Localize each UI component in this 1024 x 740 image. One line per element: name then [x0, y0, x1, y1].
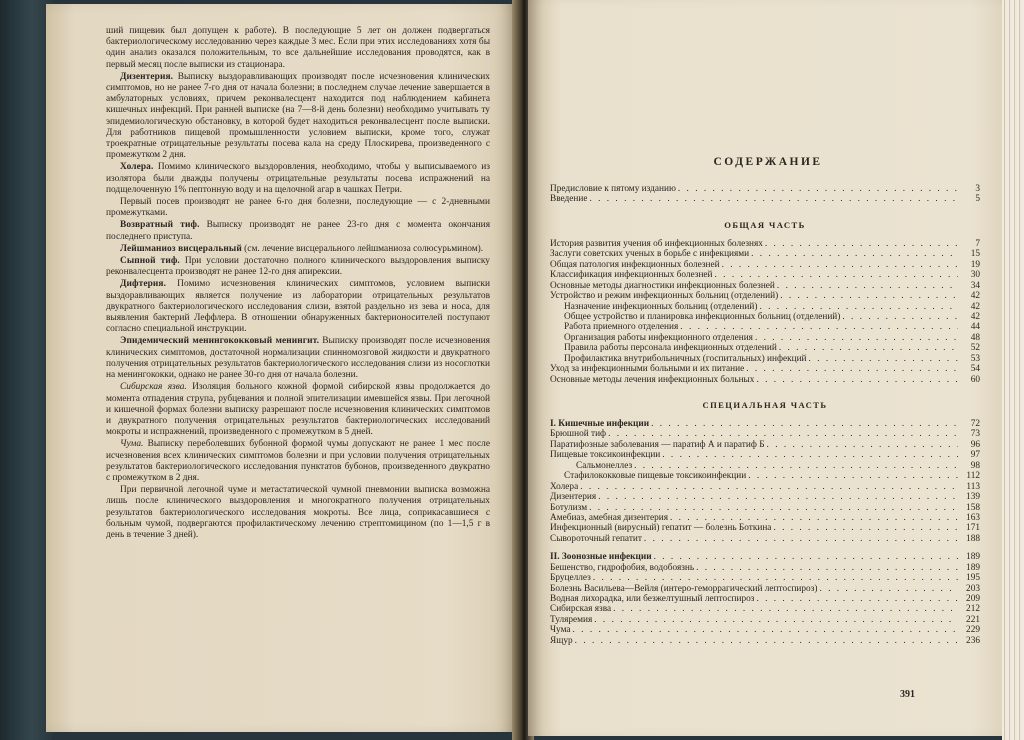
toc-entry-page: 52 — [970, 343, 980, 354]
body-paragraph — [106, 72, 490, 162]
toc-entry-page: 73 — [970, 429, 980, 440]
toc-entry-title: Бруцеллез — [550, 573, 591, 584]
toc-leader-dots — [759, 302, 958, 312]
toc-leader-dots — [765, 239, 958, 249]
toc-entry — [550, 239, 980, 249]
toc-entry-title: Сальмонеллез — [576, 460, 633, 471]
toc-entry-page: 53 — [970, 353, 980, 364]
contents-title: СОДЕРЖАНИЕ — [713, 156, 823, 168]
toc-entry-title: Болезнь Васильева—Вейля (интеро-геморрагический лептоспироз) — [550, 583, 818, 594]
toc-entry — [550, 492, 980, 502]
toc-leader-dots — [678, 184, 958, 194]
paragraph-lead-term: Сибирская язва. — [120, 382, 187, 393]
toc-spacer — [550, 544, 980, 552]
toc-entry-page: 96 — [970, 439, 980, 450]
body-paragraph: Первый посев производят не ранее 6-го дня болезни, последующие — с 2-дневными промежутками. — [106, 197, 490, 219]
left-page-text — [106, 26, 490, 542]
table-of-contents — [550, 184, 980, 646]
toc-entry-page: 54 — [970, 364, 980, 375]
paragraph-text: Выписку производят не ранее 23-го дня с момента окончания последнего приступа. — [106, 220, 491, 242]
toc-entry — [550, 419, 980, 429]
toc-entry-page: 97 — [970, 450, 980, 461]
toc-entry-title: Бешенство, гидрофобия, водобоязнь — [550, 562, 695, 573]
toc-entry-title: Туляремия — [550, 614, 593, 625]
toc-entry-page: 209 — [966, 594, 980, 604]
toc-entry — [550, 291, 980, 301]
toc-entry-title: История развития учения об инфекционных болезнях — [550, 238, 763, 249]
toc-leader-dots — [589, 503, 958, 513]
toc-entry-page: 188 — [966, 533, 980, 544]
toc-entry-title: Организация работы инфекционного отделения — [564, 332, 753, 343]
toc-entry — [550, 584, 980, 594]
toc-entry-page: 15 — [970, 249, 980, 260]
toc-leader-dots — [573, 625, 958, 635]
toc-entry-page: 42 — [970, 311, 980, 322]
toc-spacer — [550, 411, 980, 419]
toc-entry-page: 113 — [966, 481, 980, 492]
toc-entry-page: 19 — [970, 259, 980, 270]
toc-entry — [550, 573, 980, 583]
toc-leader-dots — [589, 194, 958, 204]
toc-entry — [550, 343, 980, 353]
toc-entry — [550, 461, 980, 471]
toc-entry-page: 42 — [970, 291, 980, 302]
toc-entry-title: Сибирская язва — [550, 604, 612, 615]
toc-leader-dots — [696, 563, 958, 573]
toc-entry-title: Стафилококковые пищевые токсикоинфекции — [564, 471, 747, 482]
toc-entry — [550, 534, 980, 544]
toc-entry-page: 212 — [966, 604, 980, 615]
toc-entry — [550, 604, 980, 614]
body-paragraph: ший пищевик был допущен к работе). В последующие 5 лет он должен подвергаться бактериологическому исследованию через каждые 3 мес. Если при этих исследованиях хотя бы один анализ оказался положительным, то все дальнейшие исследования проводятся, как в первый месяц после выписки из стационара. — [106, 26, 490, 70]
toc-entry-page: 158 — [966, 502, 980, 513]
toc-leader-dots — [746, 364, 958, 374]
toc-entry-title: Классификация инфекционных болезней — [550, 270, 713, 281]
toc-leader-dots — [593, 573, 958, 583]
toc-leader-dots — [670, 513, 958, 523]
toc-leader-dots — [598, 492, 958, 502]
toc-leader-dots — [779, 343, 958, 353]
paragraph-lead-term: Дифтерия. — [120, 279, 167, 290]
toc-entry — [550, 270, 980, 280]
body-paragraph — [106, 244, 490, 255]
body-paragraph — [106, 256, 490, 278]
toc-leader-dots — [767, 440, 958, 450]
toc-entry-title: Устройство и режим инфекционных больниц (отделений) — [550, 291, 779, 302]
page-number: 391 — [900, 689, 915, 700]
body-paragraph — [106, 279, 490, 335]
toc-entry-title: Брюшной тиф — [550, 429, 607, 440]
toc-entry-title: Основные методы лечения инфекционных больных — [550, 374, 755, 385]
body-paragraph — [106, 162, 490, 196]
toc-entry-page: 171 — [966, 523, 980, 534]
toc-entry — [550, 260, 980, 270]
toc-entry-title: Пищевые токсикоинфекции — [550, 450, 661, 461]
toc-leader-dots — [748, 471, 958, 481]
toc-entry-page: 7 — [975, 238, 980, 249]
left-page — [46, 4, 518, 732]
body-paragraph — [106, 336, 490, 381]
toc-entry-title: Введение — [550, 194, 588, 205]
toc-entry — [550, 594, 980, 604]
toc-entry-title: Уход за инфекционными больными и их питание — [550, 364, 745, 375]
toc-entry — [550, 333, 980, 343]
toc-leader-dots — [819, 584, 958, 594]
paragraph-text: Выписку выздоравливающих производят после исчезновения клинических симптомов, но не ранее 7-го дня от начала болезни; в последнем случае лечение завершается в амбулаторных условиях, причем реконвалесцент находится под наблюдением кабинета кишечных инфекций. При ранней выписке (на 7—8-й день болезни) необходимо учитывать ту эпидемиологическую обстановку, в которой будет находиться реконвалесцент после выписки. Для работников пищевой промышленности условием выписки, кроме того, служат троекратные отрицательные результаты посева кала на среду Плоскирева, произведенного с промежутком 2 дня. — [106, 71, 490, 161]
toc-entry — [550, 523, 980, 533]
toc-leader-dots — [715, 270, 958, 280]
toc-entry — [550, 302, 980, 312]
toc-entry-title: Холера — [550, 481, 579, 492]
toc-entry-title: Водная лихорадка, или безжелтушный лептоспироз — [550, 594, 755, 604]
page-block-edge — [1002, 0, 1024, 740]
toc-entry — [550, 625, 980, 635]
toc-entry-page: 72 — [970, 419, 980, 429]
toc-entry — [550, 364, 980, 374]
toc-leader-dots — [608, 429, 958, 439]
toc-entry — [550, 249, 980, 259]
paragraph-text: Выписку производят после исчезновения клинических симптомов, достаточной нормализации спинномозговой жидкости и двукратного получения отрицательных результатов бактериологического исследования слизи из носоглотки на менингококки, однако не ранее 30-го дня от начала болезни. — [106, 336, 490, 381]
toc-entry-page: 189 — [966, 552, 980, 563]
toc-entry-title: Инфекционный (вирусный) гепатит — болезнь Боткина — [550, 523, 772, 534]
toc-entry-title: Общее устройство и планировка инфекционных больниц (отделений) — [564, 311, 841, 322]
toc-leader-dots — [751, 249, 958, 259]
toc-entry — [550, 563, 980, 573]
toc-entry — [550, 322, 980, 332]
toc-leader-dots — [580, 482, 958, 492]
toc-section-heading: ОБЩАЯ ЧАСТЬ — [724, 219, 806, 230]
toc-entry — [550, 615, 980, 625]
toc-entry-page: 195 — [966, 573, 980, 584]
toc-leader-dots — [651, 419, 958, 429]
toc-leader-dots — [680, 322, 958, 332]
toc-leader-dots — [755, 333, 958, 343]
toc-entry-title: II. Зоонозные инфекции — [550, 552, 652, 563]
toc-entry-title: Сывороточный гепатит — [550, 533, 642, 544]
right-page — [528, 0, 1008, 736]
paragraph-lead-term: Холера. — [120, 162, 154, 173]
toc-entry-title: Ботулизм — [550, 502, 588, 513]
body-paragraph — [106, 439, 490, 484]
toc-leader-dots — [634, 461, 958, 471]
toc-entry-page: 236 — [966, 635, 980, 646]
toc-entry-title: Общая патология инфекционных болезней — [550, 259, 720, 270]
toc-entry-title: Амебиаз, амебная дизентерия — [550, 512, 669, 523]
toc-entry-title: Предисловие к пятому изданию — [550, 184, 676, 194]
toc-entry — [550, 482, 980, 492]
toc-entry — [550, 552, 980, 562]
toc-entry-page: 229 — [966, 625, 980, 636]
toc-leader-dots — [809, 354, 958, 364]
toc-entry — [550, 184, 980, 194]
toc-entry-page: 163 — [966, 512, 980, 523]
toc-leader-dots — [644, 534, 958, 544]
toc-entry-title: Дизентерия — [550, 492, 597, 503]
toc-spacer — [550, 385, 980, 399]
paragraph-lead-term: Дизентерия. — [120, 71, 174, 82]
toc-entry-title: Паратифозные заболевания — паратиф А и паратиф Б — [550, 439, 765, 450]
toc-entry-title: Заслуги советских ученых в борьбе с инфекциями — [550, 249, 750, 260]
toc-entry — [550, 194, 980, 204]
toc-entry-page: 221 — [966, 614, 980, 625]
toc-entry-page: 189 — [966, 562, 980, 573]
paragraph-text: При условии достаточно полного клинического выздоровления выписку реконвалесцента производят не ранее 12-го дня апирексии. — [106, 256, 490, 278]
toc-leader-dots — [756, 375, 958, 385]
toc-entry-page: 60 — [970, 374, 980, 385]
toc-entry — [550, 636, 980, 646]
toc-entry — [550, 312, 980, 322]
toc-entry-page: 34 — [970, 280, 980, 291]
paragraph-text: Выписку переболевших бубонной формой чумы допускают не ранее 1 мес после исчезновения всех клинических симптомов болезни и при условии получения отрицательных результатов бактериологического исследования пунктатов бубонов, произведенного двукратно с промежутком в 2 дня. — [106, 439, 490, 483]
toc-leader-dots — [662, 450, 958, 460]
toc-entry-title: Правила работы персонала инфекционных отделений — [564, 343, 777, 354]
book-cover-edge — [0, 0, 52, 740]
paragraph-lead-term: Чума. — [120, 439, 144, 450]
toc-entry-page: 44 — [970, 322, 980, 333]
paragraph-text: Изоляция больного кожной формой сибирской язвы продолжается до момента отпадения струпа, рубцевания и полной эпителизации имевшейся язвы. При легочной и кишечной формах болезни выписку разрешают после исчезновения клинических симптомов и двукратного получения отрицательных результатов бактериологических исследований мокроты и испражнений, произведенного с промежутком в 5 дней. — [106, 382, 490, 438]
toc-entry-title: Ящур — [550, 635, 573, 646]
paragraph-text: Помимо клинического выздоровления, необходимо, чтобы у выписываемого из изолятора были дважды получены отрицательные результаты посева испражнений на подщелоченную 1% пептонную воду и на щелочной агар в чашках Петри. — [106, 162, 490, 195]
toc-leader-dots — [777, 281, 958, 291]
toc-entry-page: 5 — [975, 194, 980, 205]
toc-entry — [550, 450, 980, 460]
toc-entry — [550, 513, 980, 523]
toc-leader-dots — [722, 260, 958, 270]
body-paragraph — [106, 382, 490, 438]
toc-entry — [550, 429, 980, 439]
toc-entry-page: 203 — [966, 583, 980, 594]
toc-section-heading: СПЕЦИАЛЬНАЯ ЧАСТЬ — [702, 400, 828, 410]
toc-leader-dots — [613, 604, 958, 614]
body-paragraph: При первичной легочной чуме и метастатической чумной пневмонии выписка возможна лишь после клинического выздоровления и многократного получения отрицательных результатов бактериологического исследования мокроты. Все лица, соприкасавшиеся с больным чумой, подвергаются профилактическому лечению стрептомицином (по 1—1,5 г в день в течение 3 дней). — [106, 485, 490, 540]
toc-spacer — [550, 231, 980, 239]
toc-entry — [550, 503, 980, 513]
paragraph-text: Помимо исчезновения клинических симптомов, условием выписки выздоравливающих является получение из лаборатории отрицательных результатов двукратного бактериологического исследования слизи, взятой раздельно из зева и носа, для выявления бактерий Леффлера. В отношении обнаруженных бактерионосителей поступают согласно специальной инструкции. — [106, 279, 490, 335]
body-paragraph — [106, 220, 490, 242]
toc-entry — [550, 281, 980, 291]
toc-leader-dots — [594, 615, 958, 625]
toc-entry — [550, 440, 980, 450]
toc-leader-dots — [773, 523, 958, 533]
toc-entry-page: 98 — [970, 460, 980, 471]
toc-entry-title: Профилактика внутрибольничных (госпитальных) инфекций — [564, 353, 807, 364]
paragraph-text: (см. лечение висцерального лейшманиоза солюсурьмином). — [241, 243, 484, 254]
toc-entry-page: 42 — [970, 301, 980, 312]
paragraph-lead-term: Лейшманиоз висцеральный — [120, 243, 242, 254]
toc-entry-title: Основные методы диагностики инфекционных болезней — [550, 280, 775, 291]
toc-entry-title: Чума — [550, 625, 571, 636]
toc-entry-page: 139 — [966, 492, 980, 503]
toc-entry-page: 48 — [970, 332, 980, 343]
toc-entry-title: Работа приемного отделения — [564, 322, 679, 333]
paragraph-lead-term: Эпидемический менингококковый менингит. — [120, 336, 320, 347]
toc-entry — [550, 375, 980, 385]
toc-leader-dots — [575, 636, 958, 646]
toc-entry-title: Назначение инфекционных больниц (отделений) — [564, 301, 758, 312]
paragraph-lead-term: Возвратный тиф. — [120, 220, 200, 231]
toc-entry-page: 112 — [966, 471, 980, 482]
toc-entry-page: 3 — [975, 184, 980, 194]
toc-leader-dots — [780, 291, 958, 301]
toc-entry — [550, 471, 980, 481]
toc-leader-dots — [842, 312, 958, 322]
toc-entry-page: 30 — [970, 270, 980, 281]
toc-entry — [550, 354, 980, 364]
toc-leader-dots — [654, 552, 958, 562]
toc-spacer — [550, 205, 980, 219]
toc-leader-dots — [756, 594, 958, 604]
toc-entry-title: I. Кишечные инфекции — [550, 419, 650, 429]
paragraph-lead-term: Сыпной тиф. — [120, 256, 180, 267]
